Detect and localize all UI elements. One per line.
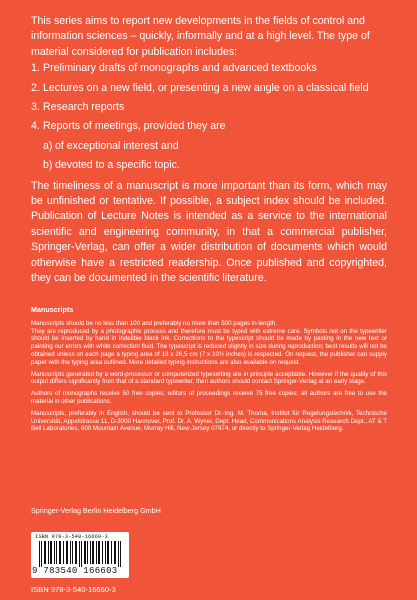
isbn-text: ISBN 978-3-540-16660-3 xyxy=(31,585,116,594)
barcode-isbn: ISBN 978-3-540-16660-3 xyxy=(35,534,108,540)
barcode-digits: 9 783540 166603 xyxy=(32,566,118,576)
list-item: 1. Preliminary drafts of monographs and advanced textbooks xyxy=(31,62,317,75)
sub-list-item: a) of exceptional interest and xyxy=(43,139,179,152)
intro-lead: This series aims to report new developments in the fields of control and information sciences – quickly, informally and at a high level. The type of material considered for publication includes: xyxy=(31,15,370,58)
sub-list-item: b) devoted to a specific topic. xyxy=(43,159,180,172)
barcode xyxy=(31,532,129,578)
list-item: 2. Lectures on a new field, or presenting a new angle on a classical field xyxy=(31,81,369,94)
publication-types-list xyxy=(31,62,387,172)
list-item: 4. Reports of meetings, provided they are a) of exceptional interest and b) devoted to a specific topic. xyxy=(31,120,387,172)
publisher-name: Springer-Verlag Berlin Heidelberg GmbH xyxy=(31,506,161,515)
timeliness-paragraph: The timeliness of a manuscript is more important than its form, which may be unfinished or tentative. If possible, a subject index should be included. Publication of Lecture Notes is intended as a service to the international scientific and engineering community, in that a commercial publisher, Springer-Verlag, can offer a wider distribution of documents which would otherwise have a restricted readership. Once published and copyrighted, they can be documented in the scientific literature. xyxy=(31,179,387,285)
manuscripts-submission: Manuscripts, preferably in English, should be sent to Professor Dr.-Ing. M. Thoma, Institut für Regelungstechnik, Technische Universität, Appelstrasse 11, D-3000 Hannover, Prof. Dr. A. Wyner, Dept. Head, Communications Analysis Research Dept., AT & T Bell Laboratories, 600 Mountain Avenue, Murray Hill, New Jersey 07974, or directly to Springer-Verlag Heidelberg. xyxy=(31,409,387,433)
meeting-conditions-list xyxy=(43,140,387,173)
manuscripts-free-copies: Authors of monographs receive 50 free copies; editors of proceedings receive 75 free copies; all authors are free to use the material in other publications. xyxy=(31,390,387,405)
list-item: 3. Research reports xyxy=(31,101,125,114)
manuscripts-word-processor: Manuscripts generated by a word-processor or computerized typesetting are in principle acceptable. However if the quality of this output differs significantly from that of a standard typewriter, then authors should contact Springer-Verlag at an early stage. xyxy=(31,370,387,386)
series-description xyxy=(31,14,387,287)
manuscripts-heading: Manuscripts xyxy=(31,305,74,314)
manuscripts-typing: They are reproduced by a photographic process and therefore must be typed with extreme care. Symbols not on the typewriter should be inserted by hand in indelible black ink. Corrections to the typescript should be made by pasting in the new text or painting our errors with white correction fluid. The typescript is reduced slightly in size during reproduction; best results will not be obtained unless on each page a typing area of 18 x 26,5 cm (7 x 10½ inches) is respected. On request, the publisher can supply paper with the typing area outlined. More detailed typing instructions are also available on request. xyxy=(31,327,387,366)
manuscripts-length: Manuscripts should be no less than 100 and preferably no more than 500 pages in length. xyxy=(31,319,277,327)
manuscripts-section xyxy=(31,306,387,437)
barcode-bars-icon xyxy=(35,541,125,567)
